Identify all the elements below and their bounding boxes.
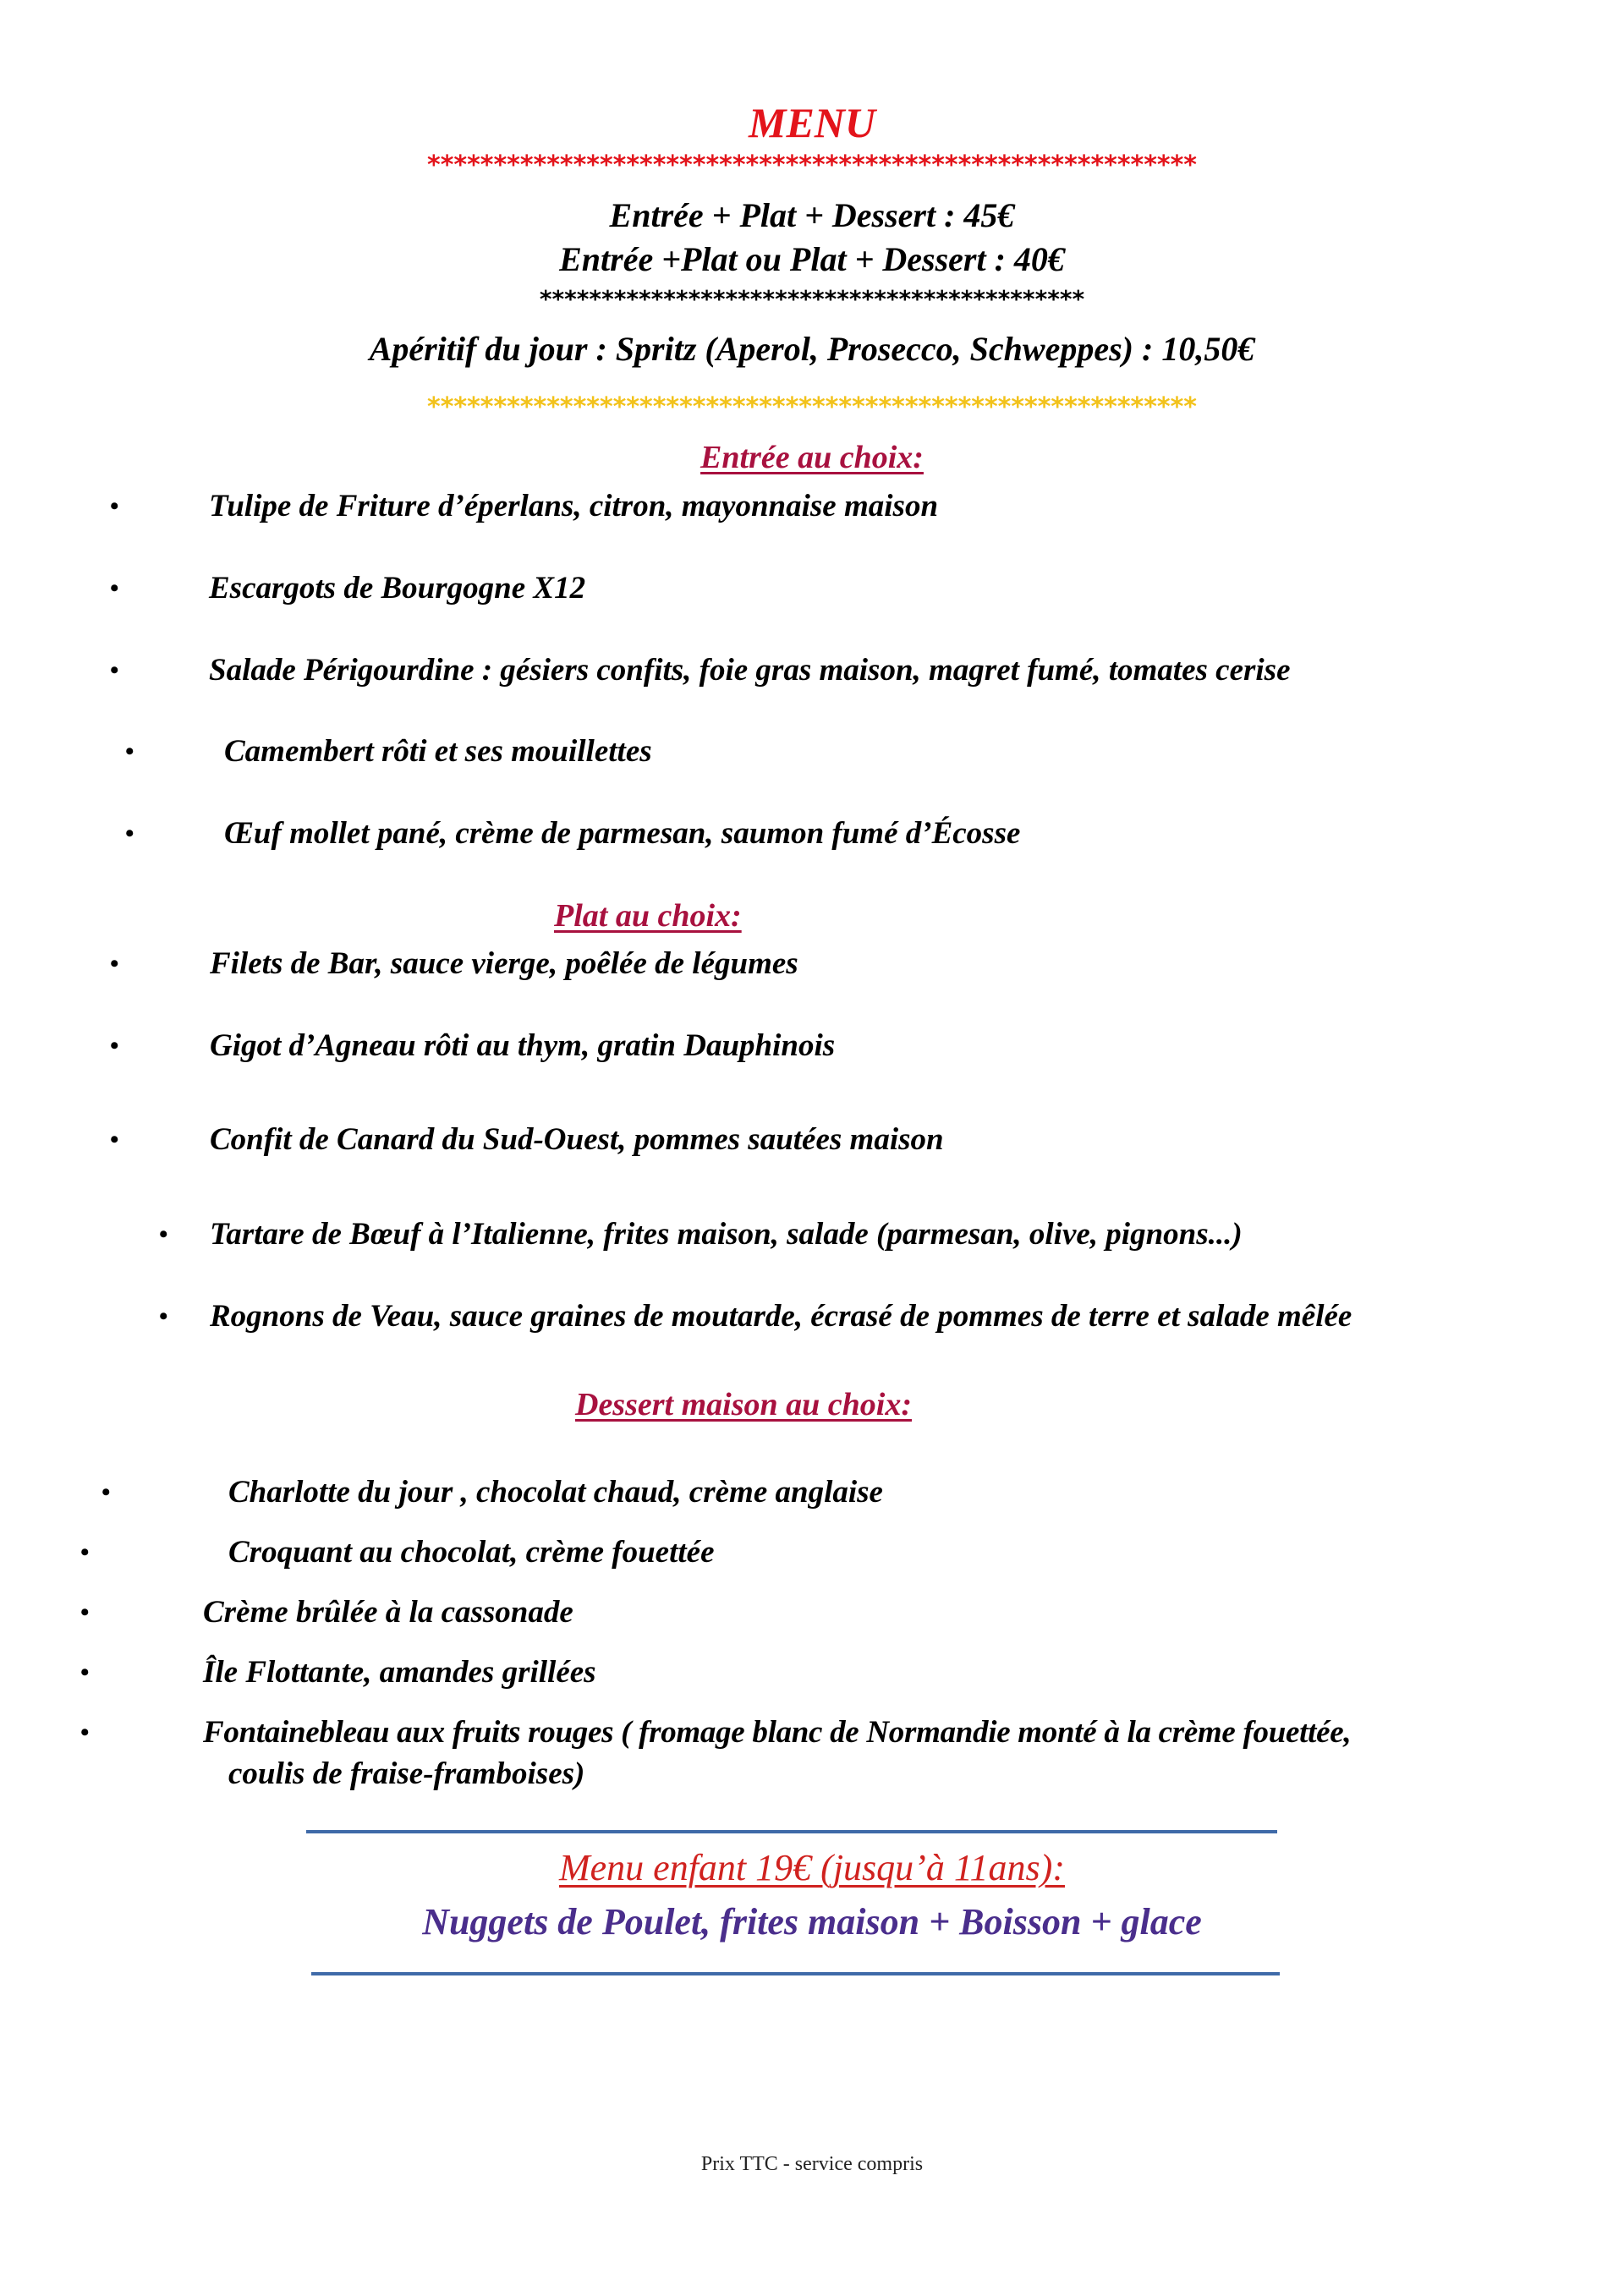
bullet-icon: • [80, 1658, 90, 1686]
list-item: Camembert rôti et ses mouillettes [224, 734, 652, 769]
list-item: Fontainebleau aux fruits rouges ( fromage blanc de Normandie monté à la crème fouettée, [203, 1715, 1352, 1750]
bullet-icon: • [110, 492, 119, 520]
divider-bottom [311, 1972, 1280, 1975]
plats-heading: Plat au choix: [554, 898, 742, 934]
kids-menu-items: Nuggets de Poulet, frites maison + Boisson + glace [422, 1901, 1202, 1943]
list-item: Rognons de Veau, sauce graines de moutarde, écrasé de pommes de terre et salade mêlée [210, 1299, 1352, 1334]
separator-red: ********************************************************** [427, 151, 1197, 180]
formula-full: Entrée + Plat + Dessert : 45€ [609, 196, 1015, 234]
bullet-icon: • [110, 1126, 119, 1153]
divider-top [306, 1830, 1277, 1833]
list-item: Œuf mollet pané, crème de parmesan, saumon fumé d’Écosse [224, 816, 1021, 851]
kids-menu-title: Menu enfant 19€ (jusqu’à 11ans): [559, 1847, 1065, 1888]
list-item: Tartare de Bœuf à l’Italienne, frites maison, salade (parmesan, olive, pignons...) [210, 1217, 1243, 1252]
bullet-icon: • [110, 1032, 119, 1060]
entrees-heading: Entrée au choix: [700, 440, 924, 475]
list-item: Île Flottante, amandes grillées [203, 1655, 596, 1690]
bullet-icon: • [159, 1220, 168, 1248]
bullet-icon: • [110, 574, 119, 602]
list-item: Escargots de Bourgogne X12 [209, 571, 586, 606]
bullet-icon: • [102, 1478, 111, 1506]
aperitif-line: Apéritif du jour : Spritz (Aperol, Prosecco, Schweppes) : 10,50€ [369, 330, 1255, 368]
bullet-icon: • [110, 950, 119, 978]
desserts-heading: Dessert maison au choix: [575, 1387, 912, 1422]
list-item: Gigot d’Agneau rôti au thym, gratin Dauphinois [210, 1028, 836, 1063]
separator-gold: ********************************************************** [427, 392, 1197, 422]
list-item-continuation: coulis de fraise-framboises) [228, 1756, 585, 1791]
list-item: Tulipe de Friture d’éperlans, citron, mayonnaise maison [209, 489, 939, 523]
list-item: Croquant au chocolat, crème fouettée [228, 1535, 715, 1570]
bullet-icon: • [125, 737, 134, 765]
bullet-icon: • [80, 1718, 90, 1746]
bullet-icon: • [80, 1598, 90, 1626]
list-item: Crème brûlée à la cassonade [203, 1595, 573, 1630]
list-item: Filets de Bar, sauce vierge, poêlée de légumes [210, 946, 798, 981]
bullet-icon: • [110, 656, 119, 684]
menu-title: MENU [748, 99, 876, 146]
list-item: Salade Périgourdine : gésiers confits, foie gras maison, magret fumé, tomates cerise [209, 653, 1291, 688]
price-footnote: Prix TTC - service compris [700, 2153, 924, 2175]
list-item: Confit de Canard du Sud-Ouest, pommes sautées maison [210, 1122, 944, 1157]
bullet-icon: • [125, 819, 134, 847]
list-item: Charlotte du jour , chocolat chaud, crème anglaise [228, 1475, 883, 1510]
separator-black: ******************************************** [539, 285, 1085, 313]
formula-partial: Entrée +Plat ou Plat + Dessert : 40€ [559, 240, 1065, 278]
bullet-icon: • [80, 1538, 90, 1566]
bullet-icon: • [159, 1302, 168, 1330]
